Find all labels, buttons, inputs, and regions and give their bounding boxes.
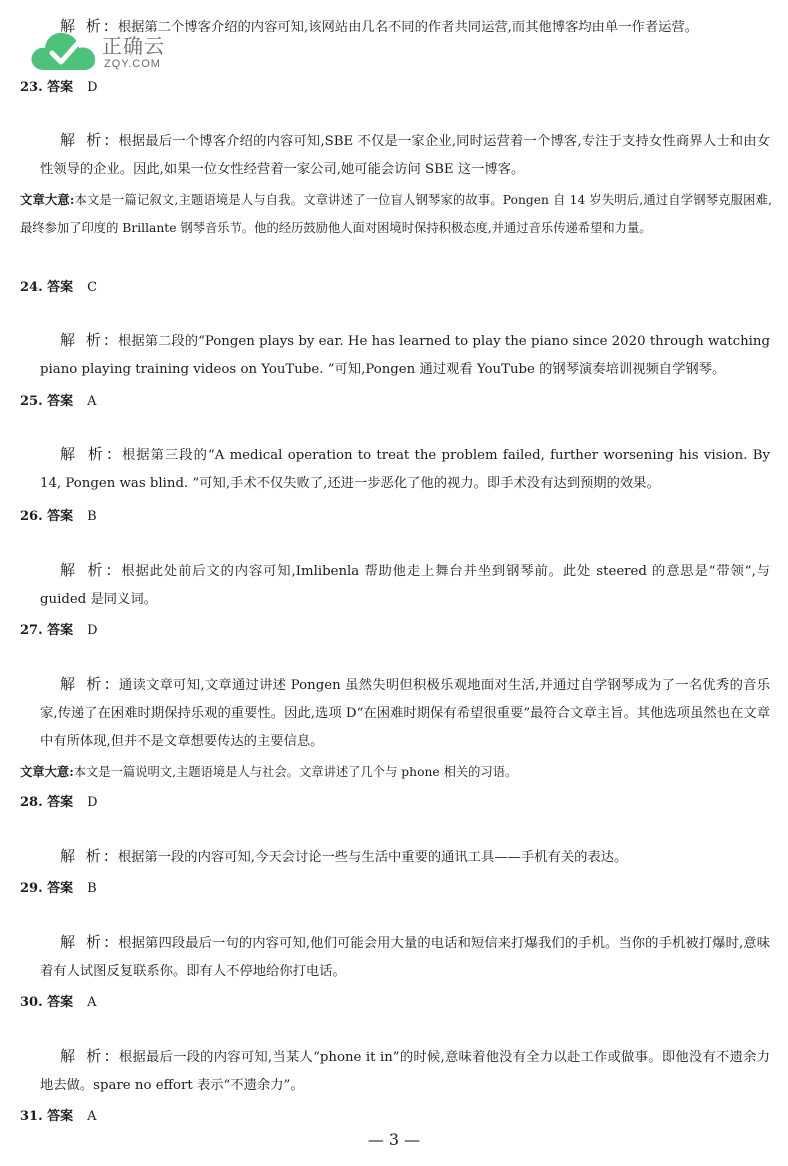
answer-number: 24. xyxy=(20,280,43,295)
analysis-label: 解 析: xyxy=(60,561,115,579)
page-number: — 3 — xyxy=(367,1130,421,1149)
answer-label: 答案 xyxy=(47,1109,74,1124)
analysis-label: 解 析: xyxy=(60,1047,113,1065)
answer-29 xyxy=(20,877,97,896)
answer-number: 29. xyxy=(20,881,43,896)
analysis-paragraph-29 xyxy=(40,928,770,986)
analysis-paragraph-25 xyxy=(40,440,770,498)
analysis-label: 解 析: xyxy=(60,17,112,35)
analysis-paragraph-30 xyxy=(40,1042,770,1100)
analysis-text: 根据第四段最后一句的内容可知,他们可能会用大量的电话和短信来打爆我们的手机。当你的手机被打爆时,意味着有人试图反复联系你。即有人不停地给你打电话。 xyxy=(40,936,771,979)
answer-value: A xyxy=(87,394,97,409)
answer-value: D xyxy=(87,80,98,95)
answer-label: 答案 xyxy=(47,623,74,638)
analysis-text: 根据最后一个博客介绍的内容可知,SBE 不仅是一家企业,同时运营着一个博客,专注于支持女性商界人士和由女性领导的企业。因此,如果一位女性经营着一家公司,她可能会访问 SBE 这一博客。 xyxy=(40,134,770,177)
answer-label: 答案 xyxy=(47,280,74,295)
answer-number: 31. xyxy=(20,1109,43,1124)
answer-31 xyxy=(20,1105,97,1124)
summary-label: 文章大意: xyxy=(20,764,74,779)
analysis-paragraph-22 xyxy=(40,12,770,42)
analysis-text: 根据第二段的“Pongen plays by ear. He has learned to play the piano since 2020 through watching piano playing training videos on YouTube. ”可知,Pongen 通过观看 YouTube 的钢琴演奏培训视频自学钢琴。 xyxy=(40,334,770,377)
answer-label: 答案 xyxy=(47,795,74,810)
answer-25 xyxy=(20,390,97,409)
answer-value: D xyxy=(87,795,98,810)
answer-value: B xyxy=(87,881,97,896)
article-summary-2 xyxy=(20,758,772,786)
analysis-text: 通读文章可知,文章通过讲述 Pongen 虽然失明但积极乐观地面对生活,并通过自学钢琴成为了一名优秀的音乐家,传递了在困难时期保持乐观的重要性。因此,选项 D“在困难时期保有希望很重要”最符合文章主旨。其他选项虽然也在文章中有所体现,但并不是文章想要传达的主要信息。 xyxy=(40,678,770,749)
analysis-label: 解 析: xyxy=(60,847,112,865)
answer-value: A xyxy=(87,1109,97,1124)
answer-value: B xyxy=(87,509,97,524)
answer-value: A xyxy=(87,995,97,1010)
analysis-label: 解 析: xyxy=(60,933,113,951)
analysis-paragraph-24 xyxy=(40,326,770,384)
answer-number: 30. xyxy=(20,995,43,1010)
answer-label: 答案 xyxy=(47,394,74,409)
logo-brand-text: 正确云 xyxy=(102,30,165,59)
logo-domain-text: ZQY.COM xyxy=(104,58,161,70)
analysis-label: 解 析: xyxy=(60,131,113,149)
analysis-text: 根据此处前后文的内容可知,Imlibenla 帮助他走上舞台并坐到钢琴前。此处 steered 的意思是“带领”,与 guided 是同义词。 xyxy=(40,564,770,607)
answer-30 xyxy=(20,991,97,1010)
summary-text: 本文是一篇说明文,主题语境是人与社会。文章讲述了几个与 phone 相关的习语。 xyxy=(73,765,518,779)
analysis-text: 根据第一段的内容可知,今天会讨论一些与生活中重要的通讯工具——手机有关的表达。 xyxy=(117,850,628,865)
analysis-paragraph-28 xyxy=(40,842,770,872)
answer-label: 答案 xyxy=(47,80,74,95)
answer-number: 28. xyxy=(20,795,43,810)
analysis-text: 根据第二个博客介绍的内容可知,该网站由几名不同的作者共同运营,而其他博客均由单一作者运营。 xyxy=(117,20,699,35)
answer-label: 答案 xyxy=(47,509,74,524)
analysis-paragraph-26 xyxy=(40,556,770,614)
analysis-text: 根据最后一段的内容可知,当某人“phone it in”的时候,意味着他没有全力以赴工作或做事。即他没有不遗余力地去做。spare no effort 表示“不遗余力”。 xyxy=(40,1050,770,1093)
article-summary-1 xyxy=(20,186,772,242)
summary-text: 本文是一篇记叙文,主题语境是人与自我。文章讲述了一位盲人钢琴家的故事。Pongen 自 14 岁失明后,通过自学钢琴克服困难,最终参加了印度的 Brillante 钢琴音乐节。他的经历鼓励他人面对困境时保持积极态度,并通过音乐传递希望和力量。 xyxy=(20,193,772,235)
answer-value: D xyxy=(87,623,98,638)
analysis-label: 解 析: xyxy=(60,675,113,693)
summary-label: 文章大意: xyxy=(20,192,75,207)
answer-label: 答案 xyxy=(47,881,74,896)
answer-value: C xyxy=(87,280,98,295)
answer-26 xyxy=(20,505,97,524)
answer-28 xyxy=(20,791,98,810)
answer-27 xyxy=(20,619,98,638)
answer-23 xyxy=(20,76,98,95)
answer-number: 27. xyxy=(20,623,43,638)
analysis-paragraph-27 xyxy=(40,670,770,756)
analysis-label: 解 析: xyxy=(60,445,115,463)
answer-label: 答案 xyxy=(47,995,74,1010)
answer-number: 26. xyxy=(20,509,43,524)
analysis-paragraph-23 xyxy=(40,126,770,184)
answer-number: 23. xyxy=(20,80,43,95)
analysis-text: 根据第三段的“A medical operation to treat the problem failed, further worsening his vision. By 14, Pongen was blind. ”可知,手术不仅失败了,还进一步恶化了他的视力。即手术没有达到预期的效果。 xyxy=(40,448,770,491)
answer-number: 25. xyxy=(20,394,43,409)
answer-24 xyxy=(20,276,97,295)
analysis-label: 解 析: xyxy=(60,331,112,349)
